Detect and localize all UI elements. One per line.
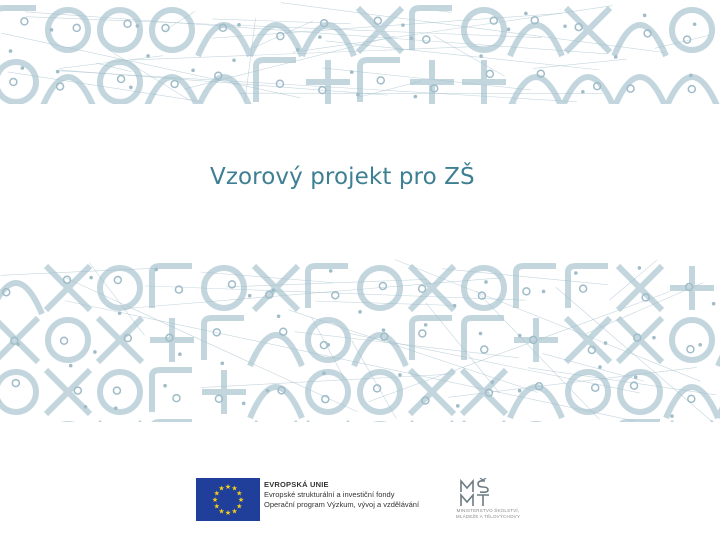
svg-text:★: ★ <box>236 502 243 511</box>
svg-text:★: ★ <box>213 489 220 498</box>
footer-logos <box>196 476 536 524</box>
svg-text:★: ★ <box>231 507 238 516</box>
msmt-logo-text <box>446 508 530 520</box>
svg-text:★: ★ <box>218 484 225 493</box>
msmt-logo-line1: MINISTERSTVO ŠKOLSTVÍ, <box>456 508 520 513</box>
msmt-logo-icon <box>458 478 494 508</box>
eu-logo-text <box>264 480 419 510</box>
decorative-pattern-middle <box>0 258 720 422</box>
pattern-graphic <box>0 0 720 104</box>
eu-logo-line3: Operační program Výzkum, vývoj a vzdělávání <box>264 500 420 509</box>
pattern-graphic <box>0 258 720 422</box>
msmt-logo-line2: MLÁDEŽE A TĚLOVÝCHOVY <box>455 514 521 519</box>
svg-text:★: ★ <box>211 496 219 504</box>
eu-logo-line2: Evropské strukturální a investiční fondy <box>264 490 395 499</box>
svg-text:★: ★ <box>237 496 245 504</box>
slide-title: Vzorový projekt pro ZŠ <box>210 164 475 190</box>
decorative-pattern-top <box>0 0 720 104</box>
svg-text:★: ★ <box>236 489 243 498</box>
svg-text:★: ★ <box>224 509 232 517</box>
svg-text:★: ★ <box>224 483 232 491</box>
eu-flag-icon <box>196 478 260 521</box>
svg-text:★: ★ <box>218 507 225 516</box>
eu-logo-line1: EVROPSKÁ UNIE <box>264 480 329 489</box>
eu-stars <box>196 478 260 521</box>
svg-text:★: ★ <box>231 484 238 493</box>
svg-text:★: ★ <box>213 502 220 511</box>
